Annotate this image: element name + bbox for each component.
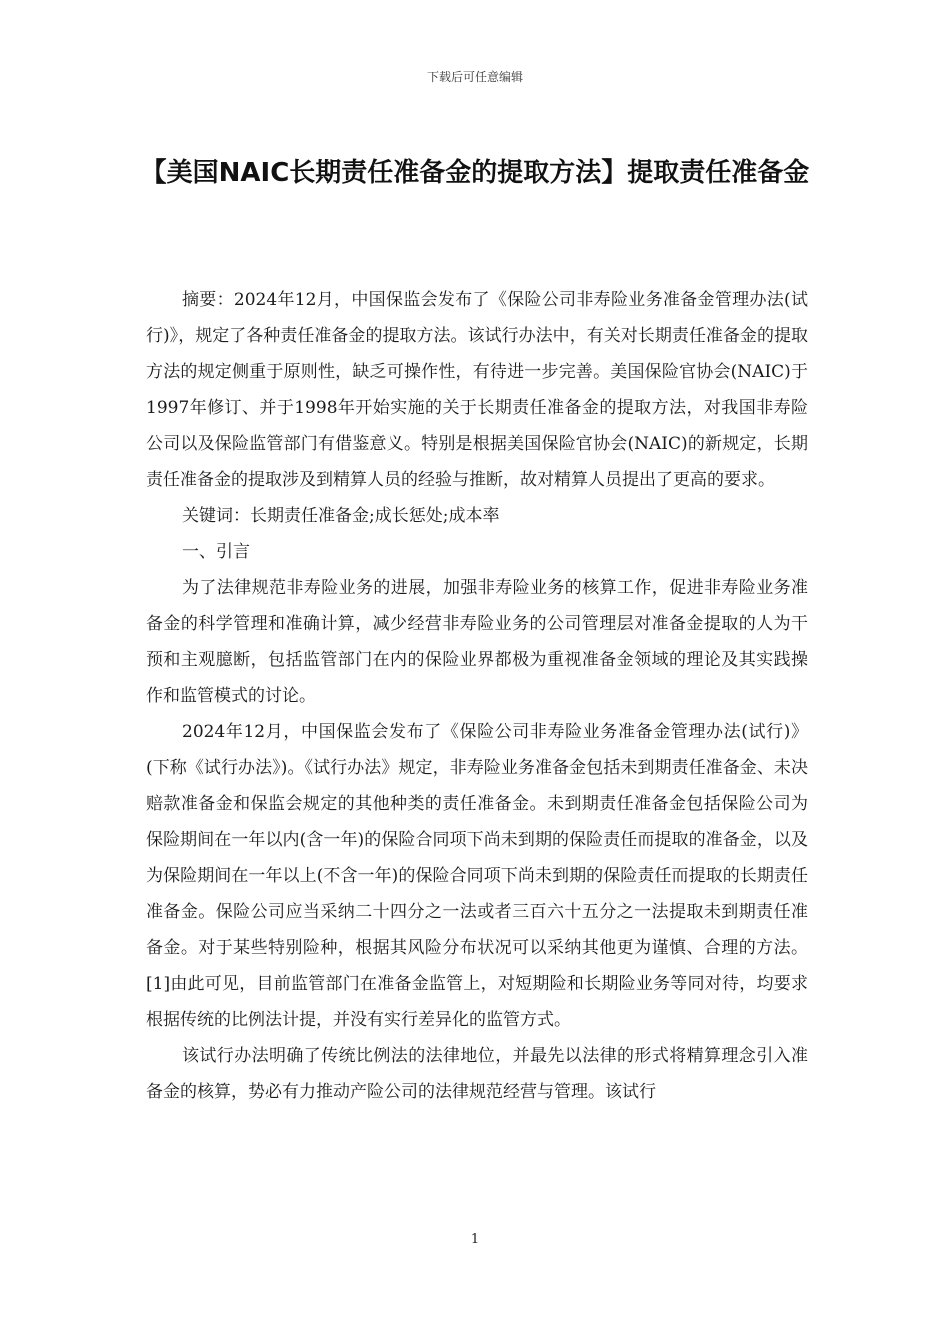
abstract-paragraph: 摘要：2024年12月，中国保监会发布了《保险公司非寿险业务准备金管理办法(试行)》，规定了各种责任准备金的提取方法。该试行办法中，有关对长期责任准备金的提取方法的规定侧重于原则性，缺乏可操作性，有待进一步完善。美国保险官协会(NAIC)于1997年修订、并于1998年开始实施的关于长期责任准备金的提取方法，对我国非寿险公司以及保险监管部门有借鉴意义。特别是根据美国保险官协会(NAIC)的新规定，长期责任准备金的提取涉及到精算人员的经验与推断，故对精算人员提出了更高的要求。 — [146, 290, 808, 490]
document-title: 【美国NAIC长期责任准备金的提取方法】提取责任准备金 — [140, 158, 810, 188]
keywords-paragraph: 关键词：长期责任准备金;成长惩处;成本率 — [182, 506, 500, 526]
page-number: 1 — [470, 1232, 480, 1247]
body-paragraph: 该试行办法明确了传统比例法的法律地位，并最先以法律的形式将精算理念引入准备金的核算，势必有力推动产险公司的法律规范经营与管理。该试行 — [146, 1046, 808, 1102]
section-heading-introduction: 一、引言 — [182, 542, 250, 562]
document-body — [146, 282, 808, 1110]
body-paragraph: 为了法律规范非寿险业务的进展，加强非寿险业务的核算工作，促进非寿险业务准备金的科学管理和准确计算，减少经营非寿险业务的公司管理层对准备金提取的人为干预和主观臆断，包括监管部门在内的保险业界都极为重视准备金领域的理论及其实践操作和监管模式的讨论。 — [146, 578, 808, 706]
body-paragraph: 2024年12月，中国保监会发布了《保险公司非寿险业务准备金管理办法(试行)》(下称《试行办法》)。《试行办法》规定，非寿险业务准备金包括未到期责任准备金、未决赔款准备金和保监会规定的其他种类的责任准备金。未到期责任准备金包括保险公司为保险期间在一年以内(含一年)的保险合同项下尚未到期的保险责任而提取的准备金，以及为保险期间在一年以上(不含一年)的保险合同项下尚未到期的保险责任而提取的长期责任准备金。保险公司应当采纳二十四分之一法或者三百六十五分之一法提取未到期责任准备金。对于某些特别险种，根据其风险分布状况可以采纳其他更为谨慎、合理的方法。[1]由此可见，目前监管部门在准备金监管上，对短期险和长期险业务等同对待，均要求根据传统的比例法计提，并没有实行差异化的监管方式。 — [146, 722, 808, 1030]
header-note: 下载后可任意编辑 — [426, 70, 523, 84]
